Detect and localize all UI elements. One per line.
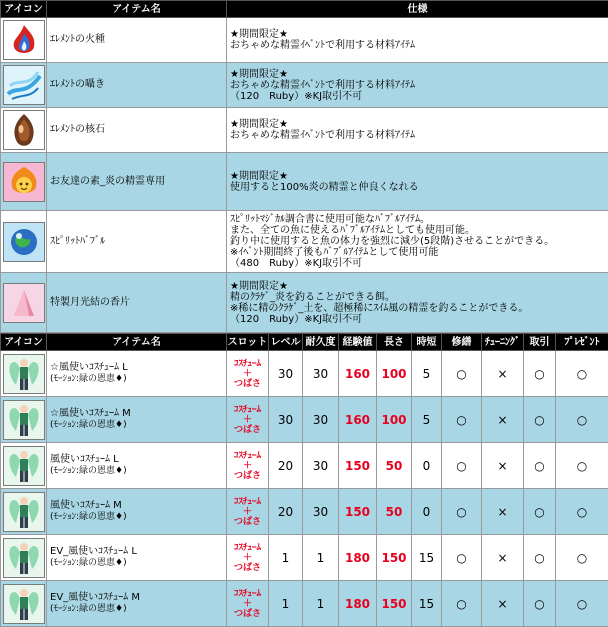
table-row bbox=[1, 535, 608, 581]
slot-wings: つばさ bbox=[227, 379, 268, 389]
spirit-bubble-icon bbox=[3, 222, 45, 262]
durability-cell: 30 bbox=[303, 443, 339, 489]
slot-costume: ｺｽﾁｭｰﾑ bbox=[227, 589, 268, 599]
item-name: ｴﾚﾒﾝﾄの囁き bbox=[47, 63, 227, 108]
tuning-cell: × bbox=[482, 443, 524, 489]
exp-cell: 180 bbox=[339, 535, 377, 581]
tuning-cell: × bbox=[482, 489, 524, 535]
header-icon: アイコン bbox=[1, 1, 47, 18]
table-row bbox=[1, 581, 608, 627]
slot-costume: ｺｽﾁｭｰﾑ bbox=[227, 497, 268, 507]
slot-wings: つばさ bbox=[227, 471, 268, 481]
wind-costume-icon bbox=[3, 584, 45, 624]
time-cell: 15 bbox=[412, 581, 442, 627]
table-row bbox=[1, 211, 608, 273]
present-cell: ○ bbox=[556, 581, 608, 627]
length-cell: 100 bbox=[377, 397, 412, 443]
slot-cell bbox=[227, 581, 269, 627]
header-durability: 耐久度 bbox=[303, 334, 339, 351]
item-motion: (ﾓｰｼｮﾝ:緑の恩恵♦) bbox=[50, 512, 223, 523]
item-name: お友達の素_炎の精霊専用 bbox=[47, 153, 227, 211]
exp-cell: 160 bbox=[339, 397, 377, 443]
slot-plus: ＋ bbox=[227, 599, 268, 609]
item-name: 風使いｺｽﾁｭｰﾑ L bbox=[50, 454, 223, 466]
slot-costume: ｺｽﾁｭｰﾑ bbox=[227, 359, 268, 369]
slot-plus: ＋ bbox=[227, 415, 268, 425]
wind-costume-icon bbox=[3, 538, 45, 578]
item-name: EV_風使いｺｽﾁｭｰﾑ L bbox=[50, 546, 223, 558]
header-level: レベル bbox=[269, 334, 303, 351]
table-row bbox=[1, 351, 608, 397]
header-spec: 仕様 bbox=[227, 1, 608, 18]
header-time: 時短 bbox=[412, 334, 442, 351]
repair-cell: ○ bbox=[442, 581, 482, 627]
wind-costume-icon bbox=[3, 446, 45, 486]
repair-cell: ○ bbox=[442, 489, 482, 535]
table-row bbox=[1, 153, 608, 211]
level-cell: 20 bbox=[269, 443, 303, 489]
time-cell: 0 bbox=[412, 443, 442, 489]
slot-cell bbox=[227, 351, 269, 397]
durability-cell: 30 bbox=[303, 397, 339, 443]
header-exp: 経験値 bbox=[339, 334, 377, 351]
item-spec: ★期間限定★ おちゃめな精霊ｲﾍﾞﾝﾄで利用する材料ｱｲﾃﾑ bbox=[227, 18, 608, 63]
header-item-name: アイテム名 bbox=[47, 1, 227, 18]
item-spec: ｽﾋﾟﾘｯﾄﾏｼﾞｶﾙ調合書に使用可能なﾊﾞﾌﾞﾙｱｲﾃﾑ。 また、全ての魚に使えるﾊﾞﾌﾞﾙｱｲﾃﾑとしても使用可能。 釣り中に使用すると魚の体力を強烈に減少(5段階)させることができる。 ※ｲﾍﾞﾝﾄ期間終了後もﾊﾞﾌﾞﾙｱｲﾃﾑとして使用可能 （480 Ruby）※KJ取引不可 bbox=[227, 211, 608, 273]
slot-plus: ＋ bbox=[227, 369, 268, 379]
slot-cell bbox=[227, 535, 269, 581]
level-cell: 1 bbox=[269, 535, 303, 581]
slot-costume: ｺｽﾁｭｰﾑ bbox=[227, 405, 268, 415]
item-motion: (ﾓｰｼｮﾝ:緑の恩恵♦) bbox=[50, 558, 223, 569]
durability-cell: 1 bbox=[303, 581, 339, 627]
time-cell: 5 bbox=[412, 351, 442, 397]
item-name: 特製月光結の香片 bbox=[47, 273, 227, 333]
item-spec: ★期間限定★ おちゃめな精霊ｲﾍﾞﾝﾄで利用する材料ｱｲﾃﾑ （120 Ruby）※KJ取引不可 bbox=[227, 63, 608, 108]
table-row bbox=[1, 63, 608, 108]
repair-cell: ○ bbox=[442, 397, 482, 443]
item-name: EV_風使いｺｽﾁｭｰﾑ M bbox=[50, 592, 223, 604]
level-cell: 20 bbox=[269, 489, 303, 535]
repair-cell: ○ bbox=[442, 443, 482, 489]
exp-cell: 160 bbox=[339, 351, 377, 397]
flame-seed-icon bbox=[3, 20, 45, 60]
header-trade: 取引 bbox=[524, 334, 556, 351]
wind-costume-icon bbox=[3, 492, 45, 532]
header-tuning: ﾁｭｰﾆﾝｸﾞ bbox=[482, 334, 524, 351]
exp-cell: 180 bbox=[339, 581, 377, 627]
wind-costume-icon bbox=[3, 354, 45, 394]
time-cell: 5 bbox=[412, 397, 442, 443]
header-icon: アイコン bbox=[1, 334, 47, 351]
item-spec: ★期間限定★ おちゃめな精霊ｲﾍﾞﾝﾄで利用する材料ｱｲﾃﾑ bbox=[227, 108, 608, 153]
item-motion: (ﾓｰｼｮﾝ:緑の恩恵♦) bbox=[50, 604, 223, 615]
slot-plus: ＋ bbox=[227, 507, 268, 517]
present-cell: ○ bbox=[556, 351, 608, 397]
time-cell: 0 bbox=[412, 489, 442, 535]
fire-spirit-icon bbox=[3, 162, 45, 202]
repair-cell: ○ bbox=[442, 351, 482, 397]
present-cell: ○ bbox=[556, 397, 608, 443]
table-row bbox=[1, 108, 608, 153]
exp-cell: 150 bbox=[339, 489, 377, 535]
slot-cell bbox=[227, 489, 269, 535]
tuning-cell: × bbox=[482, 581, 524, 627]
slot-wings: つばさ bbox=[227, 425, 268, 435]
item-name: ｽﾋﾟﾘｯﾄﾊﾞﾌﾞﾙ bbox=[47, 211, 227, 273]
trade-cell: ○ bbox=[524, 535, 556, 581]
level-cell: 30 bbox=[269, 397, 303, 443]
wind-whisper-icon bbox=[3, 65, 45, 105]
item-spec: ★期間限定★ 精のｸﾗｹﾞ_炎を釣ることができる餌。 ※稀に精のｸﾗｹﾞ_土を、超極稀にｽｲﾑ風の精霊を釣ることができる。 （120 Ruby）※KJ取引不可 bbox=[227, 273, 608, 333]
durability-cell: 30 bbox=[303, 351, 339, 397]
length-cell: 50 bbox=[377, 489, 412, 535]
length-cell: 100 bbox=[377, 351, 412, 397]
header-item-name: アイテム名 bbox=[47, 334, 227, 351]
table-row bbox=[1, 443, 608, 489]
tuning-cell: × bbox=[482, 535, 524, 581]
header-repair: 修繕 bbox=[442, 334, 482, 351]
item-name: ｴﾚﾒﾝﾄの核石 bbox=[47, 108, 227, 153]
slot-plus: ＋ bbox=[227, 461, 268, 471]
level-cell: 1 bbox=[269, 581, 303, 627]
item-name: ☆風使いｺｽﾁｭｰﾑ M bbox=[50, 408, 223, 420]
present-cell: ○ bbox=[556, 443, 608, 489]
trade-cell: ○ bbox=[524, 351, 556, 397]
header-length: 長さ bbox=[377, 334, 412, 351]
slot-wings: つばさ bbox=[227, 609, 268, 619]
slot-costume: ｺｽﾁｭｰﾑ bbox=[227, 451, 268, 461]
repair-cell: ○ bbox=[442, 535, 482, 581]
header-present: ﾌﾟﾚｾﾞﾝﾄ bbox=[556, 334, 608, 351]
table-header bbox=[1, 1, 608, 18]
header-slot: スロット bbox=[227, 334, 269, 351]
moonlight-incense-icon bbox=[3, 283, 45, 323]
slot-cell bbox=[227, 443, 269, 489]
present-cell: ○ bbox=[556, 535, 608, 581]
item-spec: ★期間限定★ 使用すると100%炎の精霊と仲良くなれる bbox=[227, 153, 608, 211]
exp-cell: 150 bbox=[339, 443, 377, 489]
slot-cell bbox=[227, 397, 269, 443]
table-row bbox=[1, 18, 608, 63]
slot-costume: ｺｽﾁｭｰﾑ bbox=[227, 543, 268, 553]
trade-cell: ○ bbox=[524, 397, 556, 443]
item-name: 風使いｺｽﾁｭｰﾑ M bbox=[50, 500, 223, 512]
tuning-cell: × bbox=[482, 397, 524, 443]
trade-cell: ○ bbox=[524, 489, 556, 535]
slot-wings: つばさ bbox=[227, 563, 268, 573]
wind-costume-icon bbox=[3, 400, 45, 440]
table-row bbox=[1, 489, 608, 535]
table-row bbox=[1, 273, 608, 333]
length-cell: 150 bbox=[377, 535, 412, 581]
table-row bbox=[1, 397, 608, 443]
present-cell: ○ bbox=[556, 489, 608, 535]
item-motion: (ﾓｰｼｮﾝ:緑の恩恵♦) bbox=[50, 374, 223, 385]
item-motion: (ﾓｰｼｮﾝ:緑の恩恵♦) bbox=[50, 466, 223, 477]
durability-cell: 1 bbox=[303, 535, 339, 581]
costume-table bbox=[0, 333, 608, 627]
level-cell: 30 bbox=[269, 351, 303, 397]
table-header bbox=[1, 334, 608, 351]
length-cell: 150 bbox=[377, 581, 412, 627]
trade-cell: ○ bbox=[524, 581, 556, 627]
slot-plus: ＋ bbox=[227, 553, 268, 563]
item-name: ☆風使いｺｽﾁｭｰﾑ L bbox=[50, 362, 223, 374]
durability-cell: 30 bbox=[303, 489, 339, 535]
item-motion: (ﾓｰｼｮﾝ:緑の恩恵♦) bbox=[50, 420, 223, 431]
item-name: ｴﾚﾒﾝﾄの火種 bbox=[47, 18, 227, 63]
slot-wings: つばさ bbox=[227, 517, 268, 527]
tuning-cell: × bbox=[482, 351, 524, 397]
length-cell: 50 bbox=[377, 443, 412, 489]
trade-cell: ○ bbox=[524, 443, 556, 489]
time-cell: 15 bbox=[412, 535, 442, 581]
core-stone-icon bbox=[3, 110, 45, 150]
